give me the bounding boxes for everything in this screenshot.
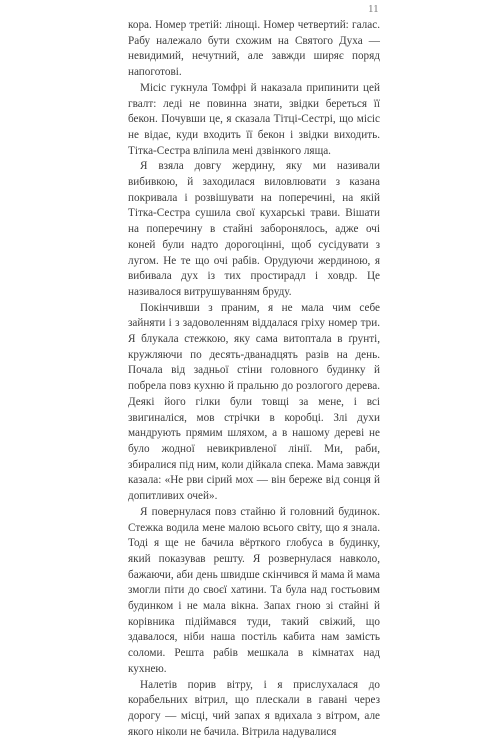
- paragraph: кора. Номер третій: лінощі. Номер четвертий: галас. Рабу належало бути схожим на Святого Духа — невидимий, нечутний, але завжди ширяє поряд напоготові.: [128, 19, 380, 79]
- paragraph: Я взяла довгу жердину, яку ми називали вибивкою, й заходилася виловлювати з казана покривала і розвішувати на поперечині, на якій Тітка-Сестра сушила свої кухарські трави. Вішати на поперечину в стайні заборонялось, адже очі коней були надто дорогоцінні, щоб сусідувати з лугом. Не те що очі рабів. Орудуючи жердиною, я вибивала дух із тих простирадл і ховдр. Це називалося витрушуванням бруду.: [128, 160, 380, 298]
- paragraph: Покінчивши з праним, я не мала чим себе зайняти і з задоволенням віддалася гріху номер три. Я блукала стежкою, яку сама витоптала в ґрунті, кружляючи по десять-дванадцять разів на день. Почала від задньої стіни головного будинку й побрела повз кухню й пральню до розлогого дерева. Деякі його гілки були товщі за мене, і всі звигиналіся, мов стрічки в коробці. Злі духи мандрують прямим шляхом, а в нашому дереві не було жодної невикривленої лінії. Ми, раби, збиралися під ним, коли дійкала спека. Мама завжди казала: «Не рви сірий мох — він береже від сонця й допитливих очей».: [128, 301, 380, 503]
- paragraph: Я повернулася повз стайню й головний будинок. Стежка водила мене малою всього світу, що я знала. Тоді я ще не бачила вёрткого глобуса в будинку, який показував решту. Я розвернулася навколо, бажаючи, аби день швидше скінчився й мама й мама змогли піти до своєї хатини. Та була над гостьовим будинком і не мала вікна. Запах гною зі стайні й корівника підіймався туди, такий свіжий, що здавалося, ніби наша постіль кабита нам замість соломи. Решта рабів мешкала в кімнатах над кухнею.: [128, 505, 380, 675]
- page-number: 11: [368, 3, 379, 15]
- paragraph: Місіс гукнула Томфрі й наказала припинити цей гвалт: леді не повинна знати, звідки береться її бекон. Почувши це, я сказала Тітці-Сестрі, що місіс не відає, куди входить її бекон і звідки виходить. Тітка-Сестра вліпила мені дзвінкого ляща.: [128, 81, 380, 157]
- paragraph: Налетів порив вітру, і я прислухалася до корабельних вітрил, що плескали в гавані через дорогу — місці, чий запах я вдихала з вітром, але якого ніколи не бачила. Вітрила надувалися: [128, 678, 380, 738]
- text-body: [128, 18, 380, 740]
